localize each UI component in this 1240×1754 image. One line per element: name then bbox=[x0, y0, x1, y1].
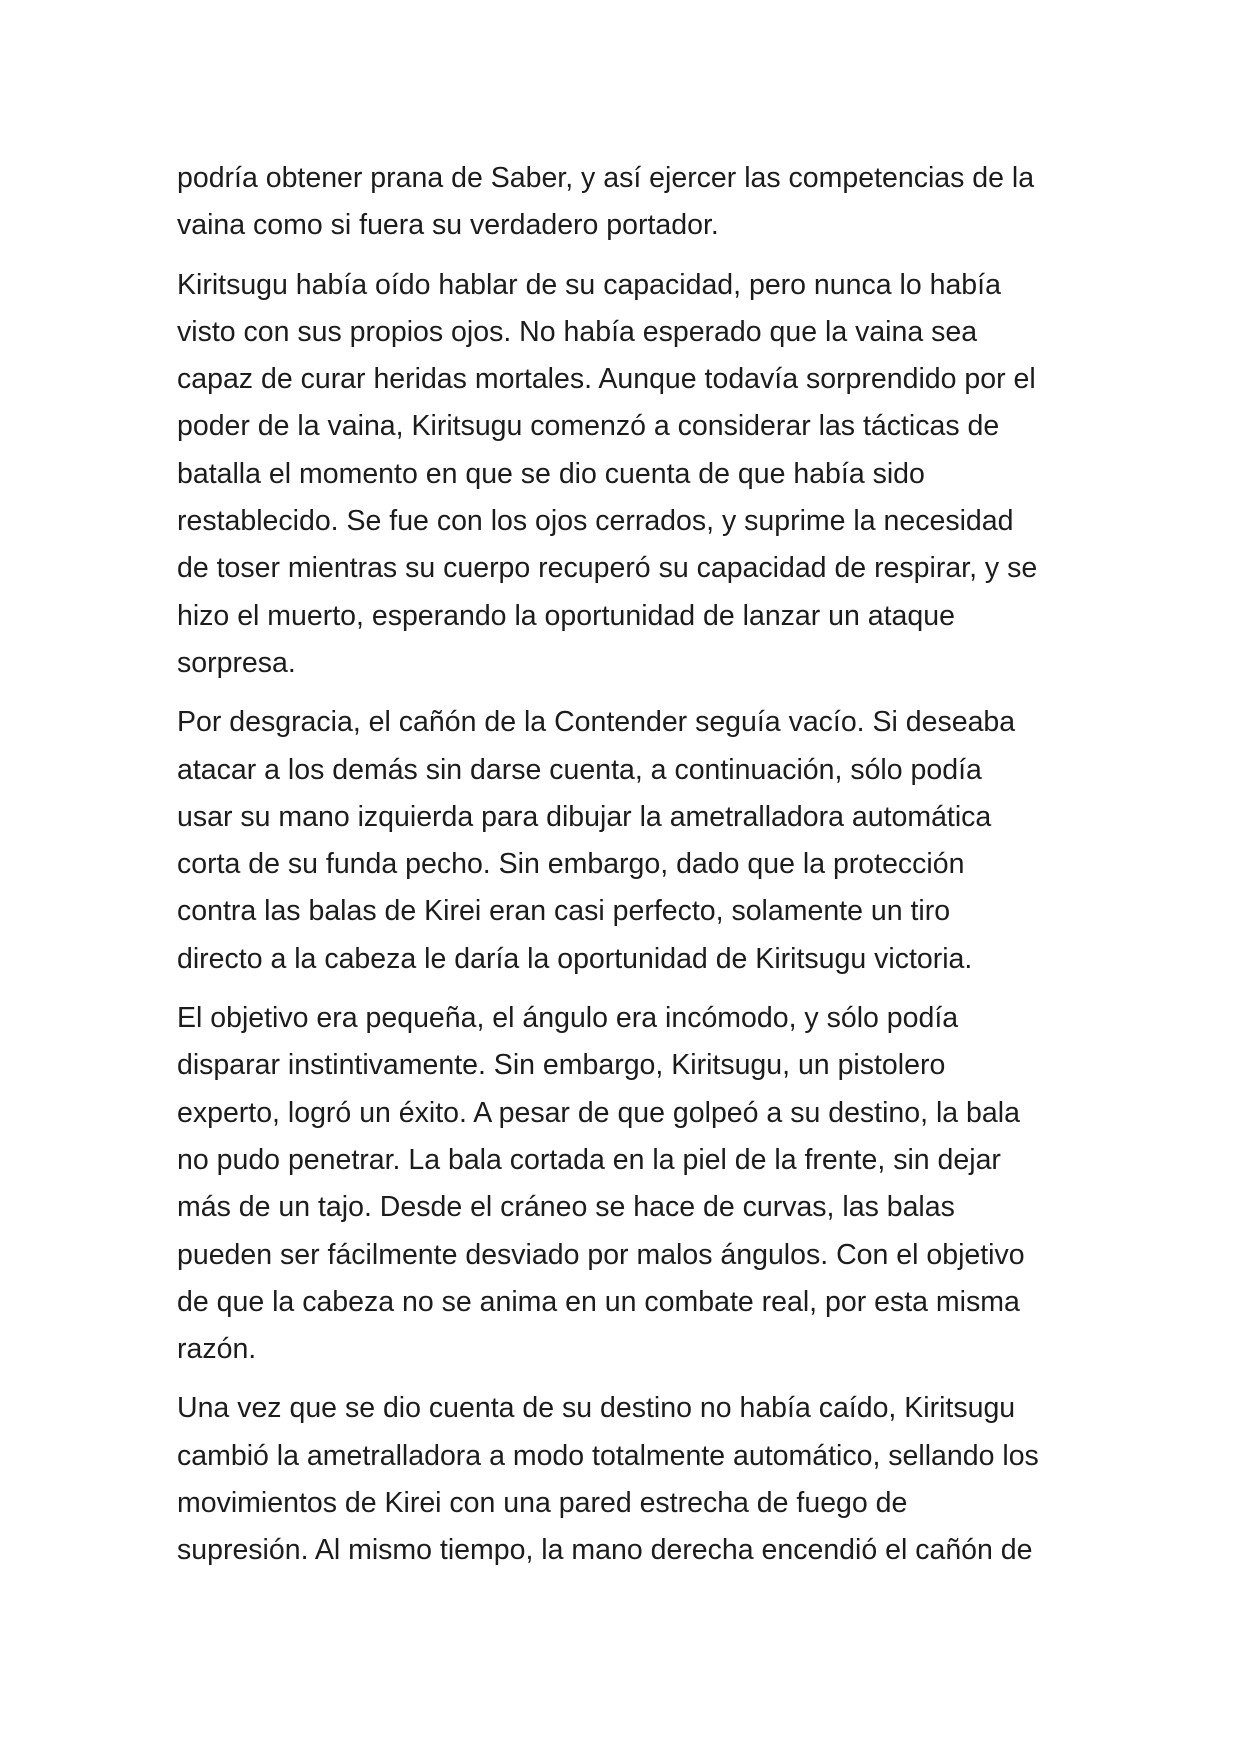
text-line: supresión. Al mismo tiempo, la mano derecha encendió el cañón de bbox=[177, 1534, 1033, 1567]
text-line: Kiritsugu había oído hablar de su capacidad, pero nunca lo había bbox=[177, 268, 1001, 301]
paragraph-4 bbox=[177, 995, 1077, 1373]
text-line: hizo el muerto, esperando la oportunidad de lanzar un ataque bbox=[177, 599, 955, 632]
text-line: capaz de curar heridas mortales. Aunque todavía sorprendido por el bbox=[177, 363, 1036, 396]
text-line: más de un tajo. Desde el cráneo se hace de curvas, las balas bbox=[177, 1191, 955, 1224]
paragraph-1 bbox=[177, 155, 1077, 250]
text-line: pueden ser fácilmente desviado por malos ángulos. Con el objetivo bbox=[177, 1238, 1025, 1271]
text-line: poder de la vaina, Kiritsugu comenzó a considerar las tácticas de bbox=[177, 410, 1000, 443]
text-line: Por desgracia, el cañón de la Contender seguía vacío. Si deseaba bbox=[177, 706, 1016, 739]
text-line: no pudo penetrar. La bala cortada en la piel de la frente, sin dejar bbox=[177, 1143, 1001, 1176]
text-line: El objetivo era pequeña, el ángulo era incómodo, y sólo podía bbox=[177, 1002, 959, 1035]
text-line: experto, logró un éxito. A pesar de que golpeó a su destino, la bala bbox=[177, 1096, 1020, 1129]
text-line: atacar a los demás sin darse cuenta, a continuación, sólo podía bbox=[177, 753, 982, 786]
text-line: visto con sus propios ojos. No había esperado que la vaina sea bbox=[177, 315, 978, 348]
paragraph-2 bbox=[177, 262, 1077, 688]
text-line: disparar instintivamente. Sin embargo, Kiritsugu, un pistolero bbox=[177, 1049, 946, 1082]
text-line: contra las balas de Kirei eran casi perfecto, solamente un tiro bbox=[177, 895, 951, 928]
text-line: podría obtener prana de Saber, y así ejercer las competencias de la bbox=[177, 162, 1035, 194]
text-line: usar su mano izquierda para dibujar la ametralladora automática bbox=[177, 800, 992, 833]
text-line: vaina como si fuera su verdadero portador. bbox=[177, 209, 719, 242]
paragraph-3 bbox=[177, 699, 1077, 983]
text-line: sorpresa. bbox=[177, 646, 296, 679]
text-line: razón. bbox=[177, 1333, 257, 1366]
body-text bbox=[177, 155, 1077, 1587]
text-line: directo a la cabeza le daría la oportunidad de Kiritsugu victoria. bbox=[177, 942, 973, 975]
paragraph-5 bbox=[177, 1385, 1077, 1574]
text-line: cambió la ametralladora a modo totalmente automático, sellando los bbox=[177, 1439, 1039, 1472]
text-line: corta de su funda pecho. Sin embargo, dado que la protección bbox=[177, 848, 965, 881]
text-line: de que la cabeza no se anima en un combate real, por esta misma bbox=[177, 1285, 1020, 1318]
text-line: movimientos de Kirei con una pared estrecha de fuego de bbox=[177, 1487, 908, 1520]
text-line: de toser mientras su cuerpo recuperó su capacidad de respirar, y se bbox=[177, 552, 1038, 585]
text-line: restablecido. Se fue con los ojos cerrados, y suprime la necesidad bbox=[177, 505, 1014, 538]
text-line: Una vez que se dio cuenta de su destino no había caído, Kiritsugu bbox=[177, 1392, 1016, 1425]
text-line: batalla el momento en que se dio cuenta de que había sido bbox=[177, 457, 925, 490]
